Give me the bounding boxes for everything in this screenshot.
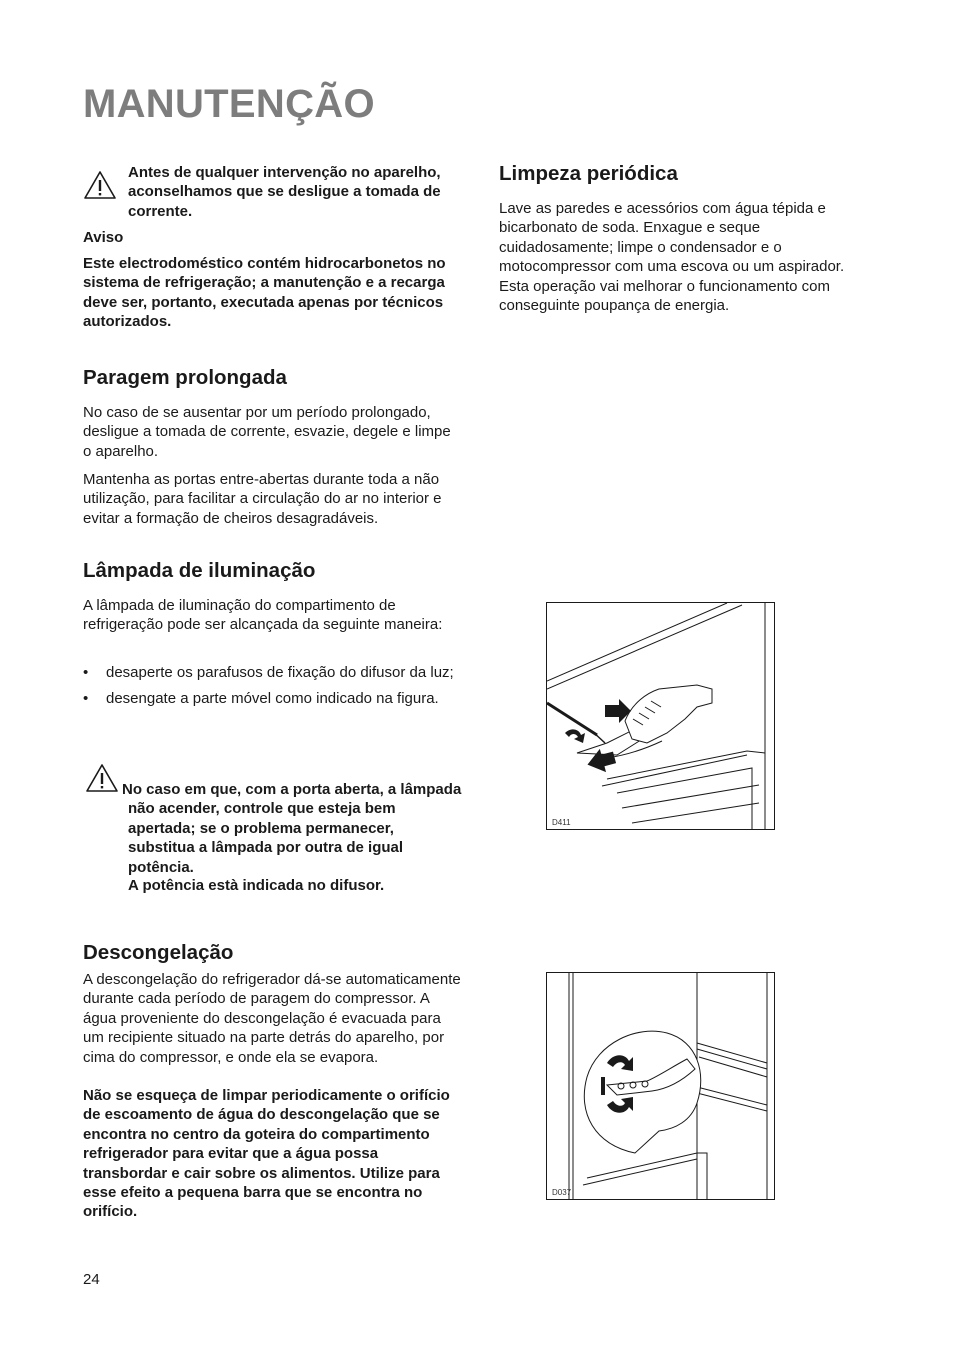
lampada-heading: Lâmpada de iluminação xyxy=(83,559,316,582)
descongelacao-text: A descongelação do refrigerador dá-se automaticamente durante cada período de paragem do compressor. A água proveniente do descongelação é evacuada para um recipiente situado na parte detrás do aparelho, por cima do compressor, e onde ela se evapora. xyxy=(83,971,461,1066)
defrost-drain-illustration xyxy=(547,973,774,1199)
lampada-warning-text: No caso em que, com a porta aberta, a lâmpada não acender, controle que esteja bem apertada; se o problema permanecer, substitua a lâmpada por outra de igual potência. xyxy=(122,781,462,876)
descongelacao-bold-text: Não se esqueça de limpar periodicamente o orifício de escoamento de água do descongelação que se encontra no centro da goteira do compartimento refrigerador para evitar que a água possa transbordar e cair sobre os alimentos. Utilize para esse efeito a pequena barra que se encontra no orifício. xyxy=(83,1087,450,1221)
paragem-heading: Paragem prolongada xyxy=(83,366,287,389)
figure-lamp-diffuser xyxy=(546,602,775,830)
page-number: 24 xyxy=(83,1271,100,1288)
aviso-label: Aviso xyxy=(83,229,124,246)
limpeza-text: Lave as paredes e acessórios com água tépida e bicarbonato de soda. Enxague e seque cuidadosamente; limpe o condensador e o motocompressor com uma escova ou um aspirador. Esta operação vai melhorar o funcionamento com conseguinte poupança de energia. xyxy=(499,200,845,315)
figure-label: D037 xyxy=(552,1188,572,1197)
lampada-warning-note: A potência està indicada no difusor. xyxy=(128,877,385,894)
page-title: MANUTENÇÃO xyxy=(83,82,375,126)
figure-defrost-drain xyxy=(546,972,775,1200)
paragem-paragraph-1: No caso de se ausentar por um período prolongado, desligue a tomada de corrente, esvazie, degele e limpe o aparelho. xyxy=(83,404,451,460)
lampada-steps xyxy=(83,663,461,716)
list-item: • desaperte os parafusos de fixação do difusor da luz; xyxy=(83,663,461,682)
warning-triangle-icon xyxy=(83,170,117,200)
list-item: • desengate a parte móvel como indicado na figura. xyxy=(83,689,461,708)
paragem-paragraph-2: Mantenha as portas entre-abertas durante toda a não utilização, para facilitar a circulação do ar no interior e evitar a formação de cheiros desagradáveis. xyxy=(83,471,442,527)
lampada-intro: A lâmpada de iluminação do compartimento de refrigeração pode ser alcançada da seguinte maneira: xyxy=(83,597,443,634)
lamp-diffuser-illustration xyxy=(547,603,774,829)
warning-triangle-icon xyxy=(85,763,119,793)
aviso-text: Este electrodoméstico contém hidrocarbonetos no sistema de refrigeração; a manutenção e a recarga deve ser, portanto, executada apenas por técnicos autorizados. xyxy=(83,255,446,331)
descongelacao-heading: Descongelação xyxy=(83,941,234,964)
figure-label: D411 xyxy=(552,818,571,827)
warning-disconnect-text: Antes de qualquer intervenção no aparelho, aconselhamos que se desligue a tomada de corrente. xyxy=(128,164,441,220)
limpeza-heading: Limpeza periódica xyxy=(499,162,678,185)
